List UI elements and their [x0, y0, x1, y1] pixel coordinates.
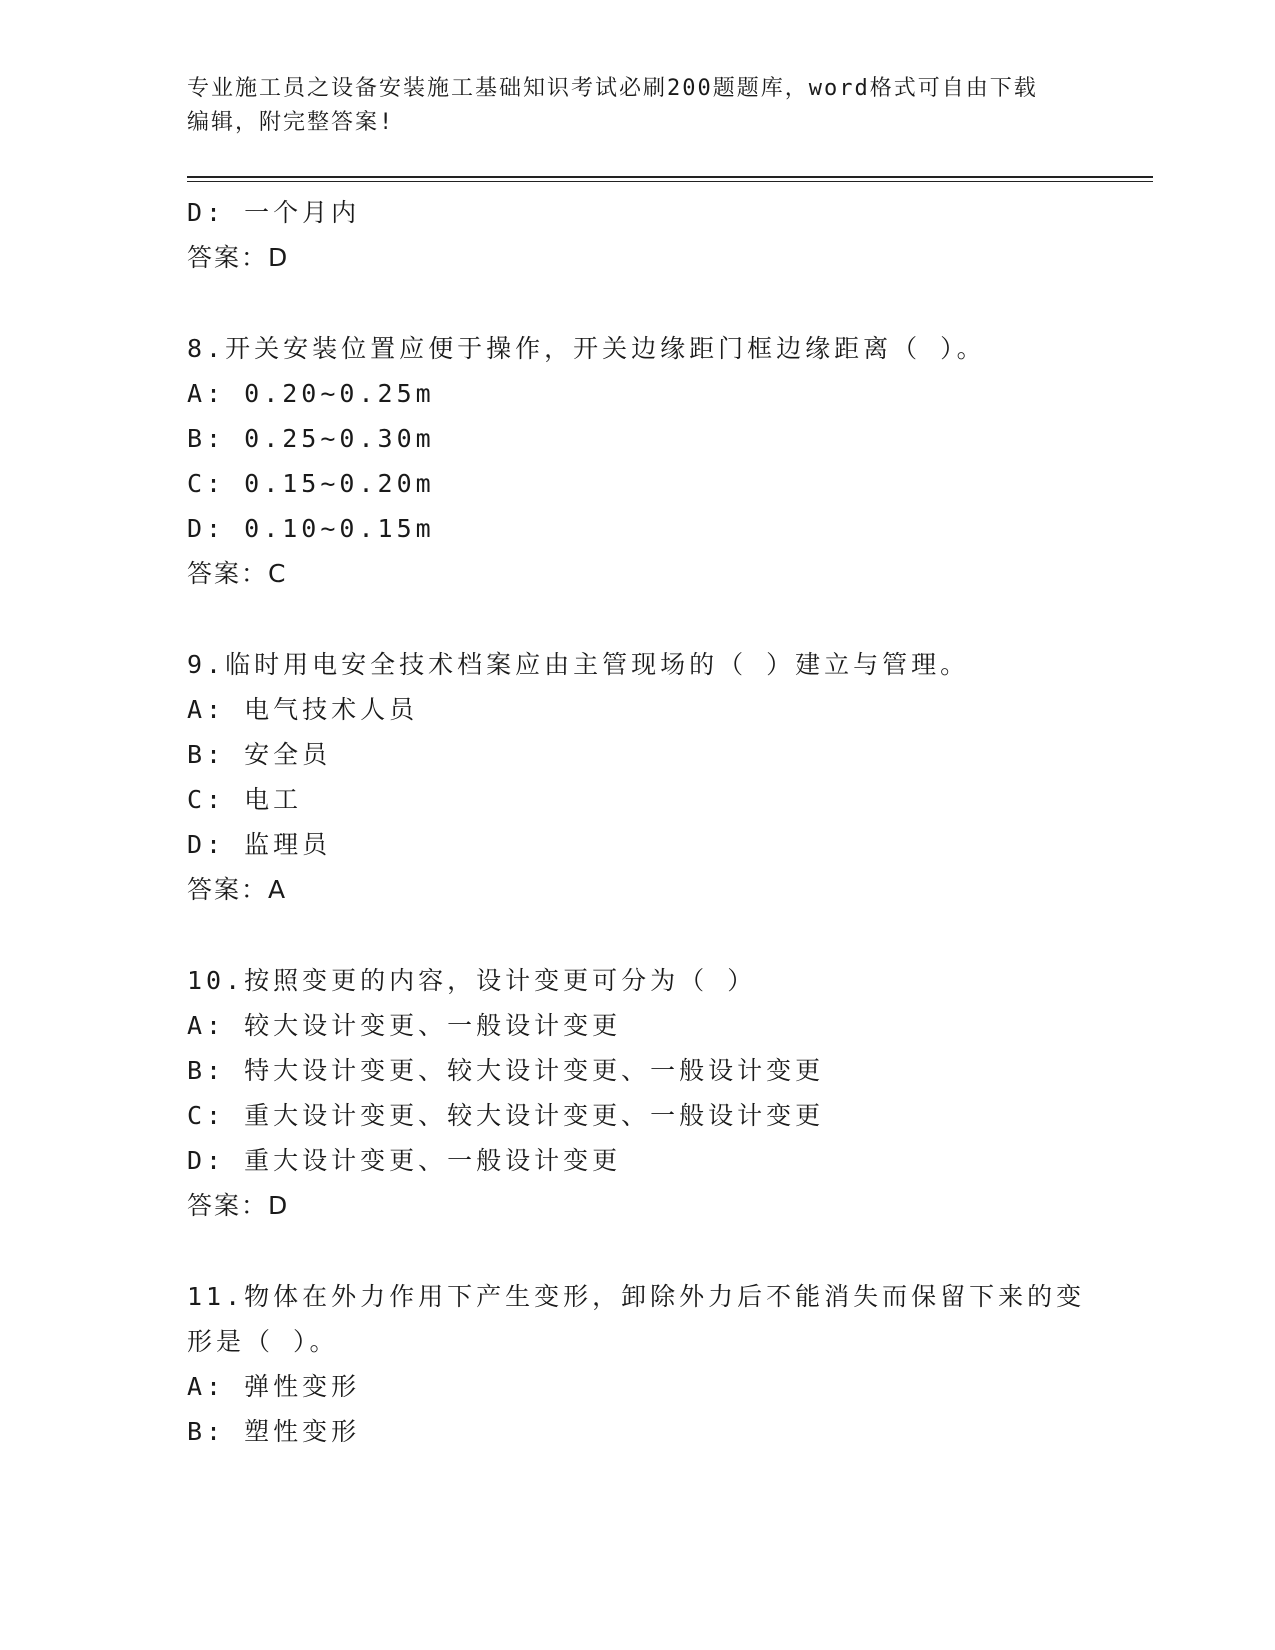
header-divider-thin	[187, 181, 1153, 182]
question-11	[187, 1274, 1153, 1454]
question-10	[187, 958, 1153, 1228]
option-b: B: 0.25~0.30m	[187, 424, 435, 453]
prev-option-d: D: 一个月内	[187, 198, 361, 227]
option-b: B: 特大设计变更、较大设计变更、一般设计变更	[187, 1056, 825, 1085]
option-a: A: 0.20~0.25m	[187, 379, 435, 408]
document-header	[187, 72, 1087, 140]
option-a: A: 电气技术人员	[187, 695, 419, 724]
question-9	[187, 642, 1153, 912]
option-a: A: 弹性变形	[187, 1372, 361, 1401]
question-stem: 8.开关安装位置应便于操作，开关边缘距门框边缘距离（ ）。	[187, 334, 986, 363]
header-divider	[187, 176, 1153, 178]
question-8	[187, 326, 1153, 596]
option-d: D: 重大设计变更、一般设计变更	[187, 1146, 622, 1175]
header-title-line-2: 编辑，附完整答案!	[187, 110, 395, 135]
option-c: C: 0.15~0.20m	[187, 469, 435, 498]
option-b: B: 塑性变形	[187, 1417, 361, 1446]
option-c: C: 电工	[187, 785, 303, 814]
option-a: A: 较大设计变更、一般设计变更	[187, 1011, 622, 1040]
option-b: B: 安全员	[187, 740, 332, 769]
option-d: D: 监理员	[187, 830, 332, 859]
option-c: C: 重大设计变更、较大设计变更、一般设计变更	[187, 1101, 825, 1130]
question-stem: 11.物体在外力作用下产生变形，卸除外力后不能消失而保留下来的变形是（ ）。	[187, 1282, 1086, 1356]
question-list	[187, 190, 1153, 1454]
answer: 答案：C	[187, 559, 288, 588]
answer: 答案：A	[187, 875, 288, 904]
header-title-line-1: 专业施工员之设备安装施工基础知识考试必刷200题题库，word格式可自由下载	[187, 76, 1038, 101]
option-d: D: 0.10~0.15m	[187, 514, 435, 543]
question-stem: 10.按照变更的内容，设计变更可分为（ ）	[187, 966, 757, 995]
prev-answer: 答案：D	[187, 243, 290, 272]
question-stem: 9.临时用电安全技术档案应由主管现场的（ ）建立与管理。	[187, 650, 970, 679]
answer: 答案：D	[187, 1191, 290, 1220]
